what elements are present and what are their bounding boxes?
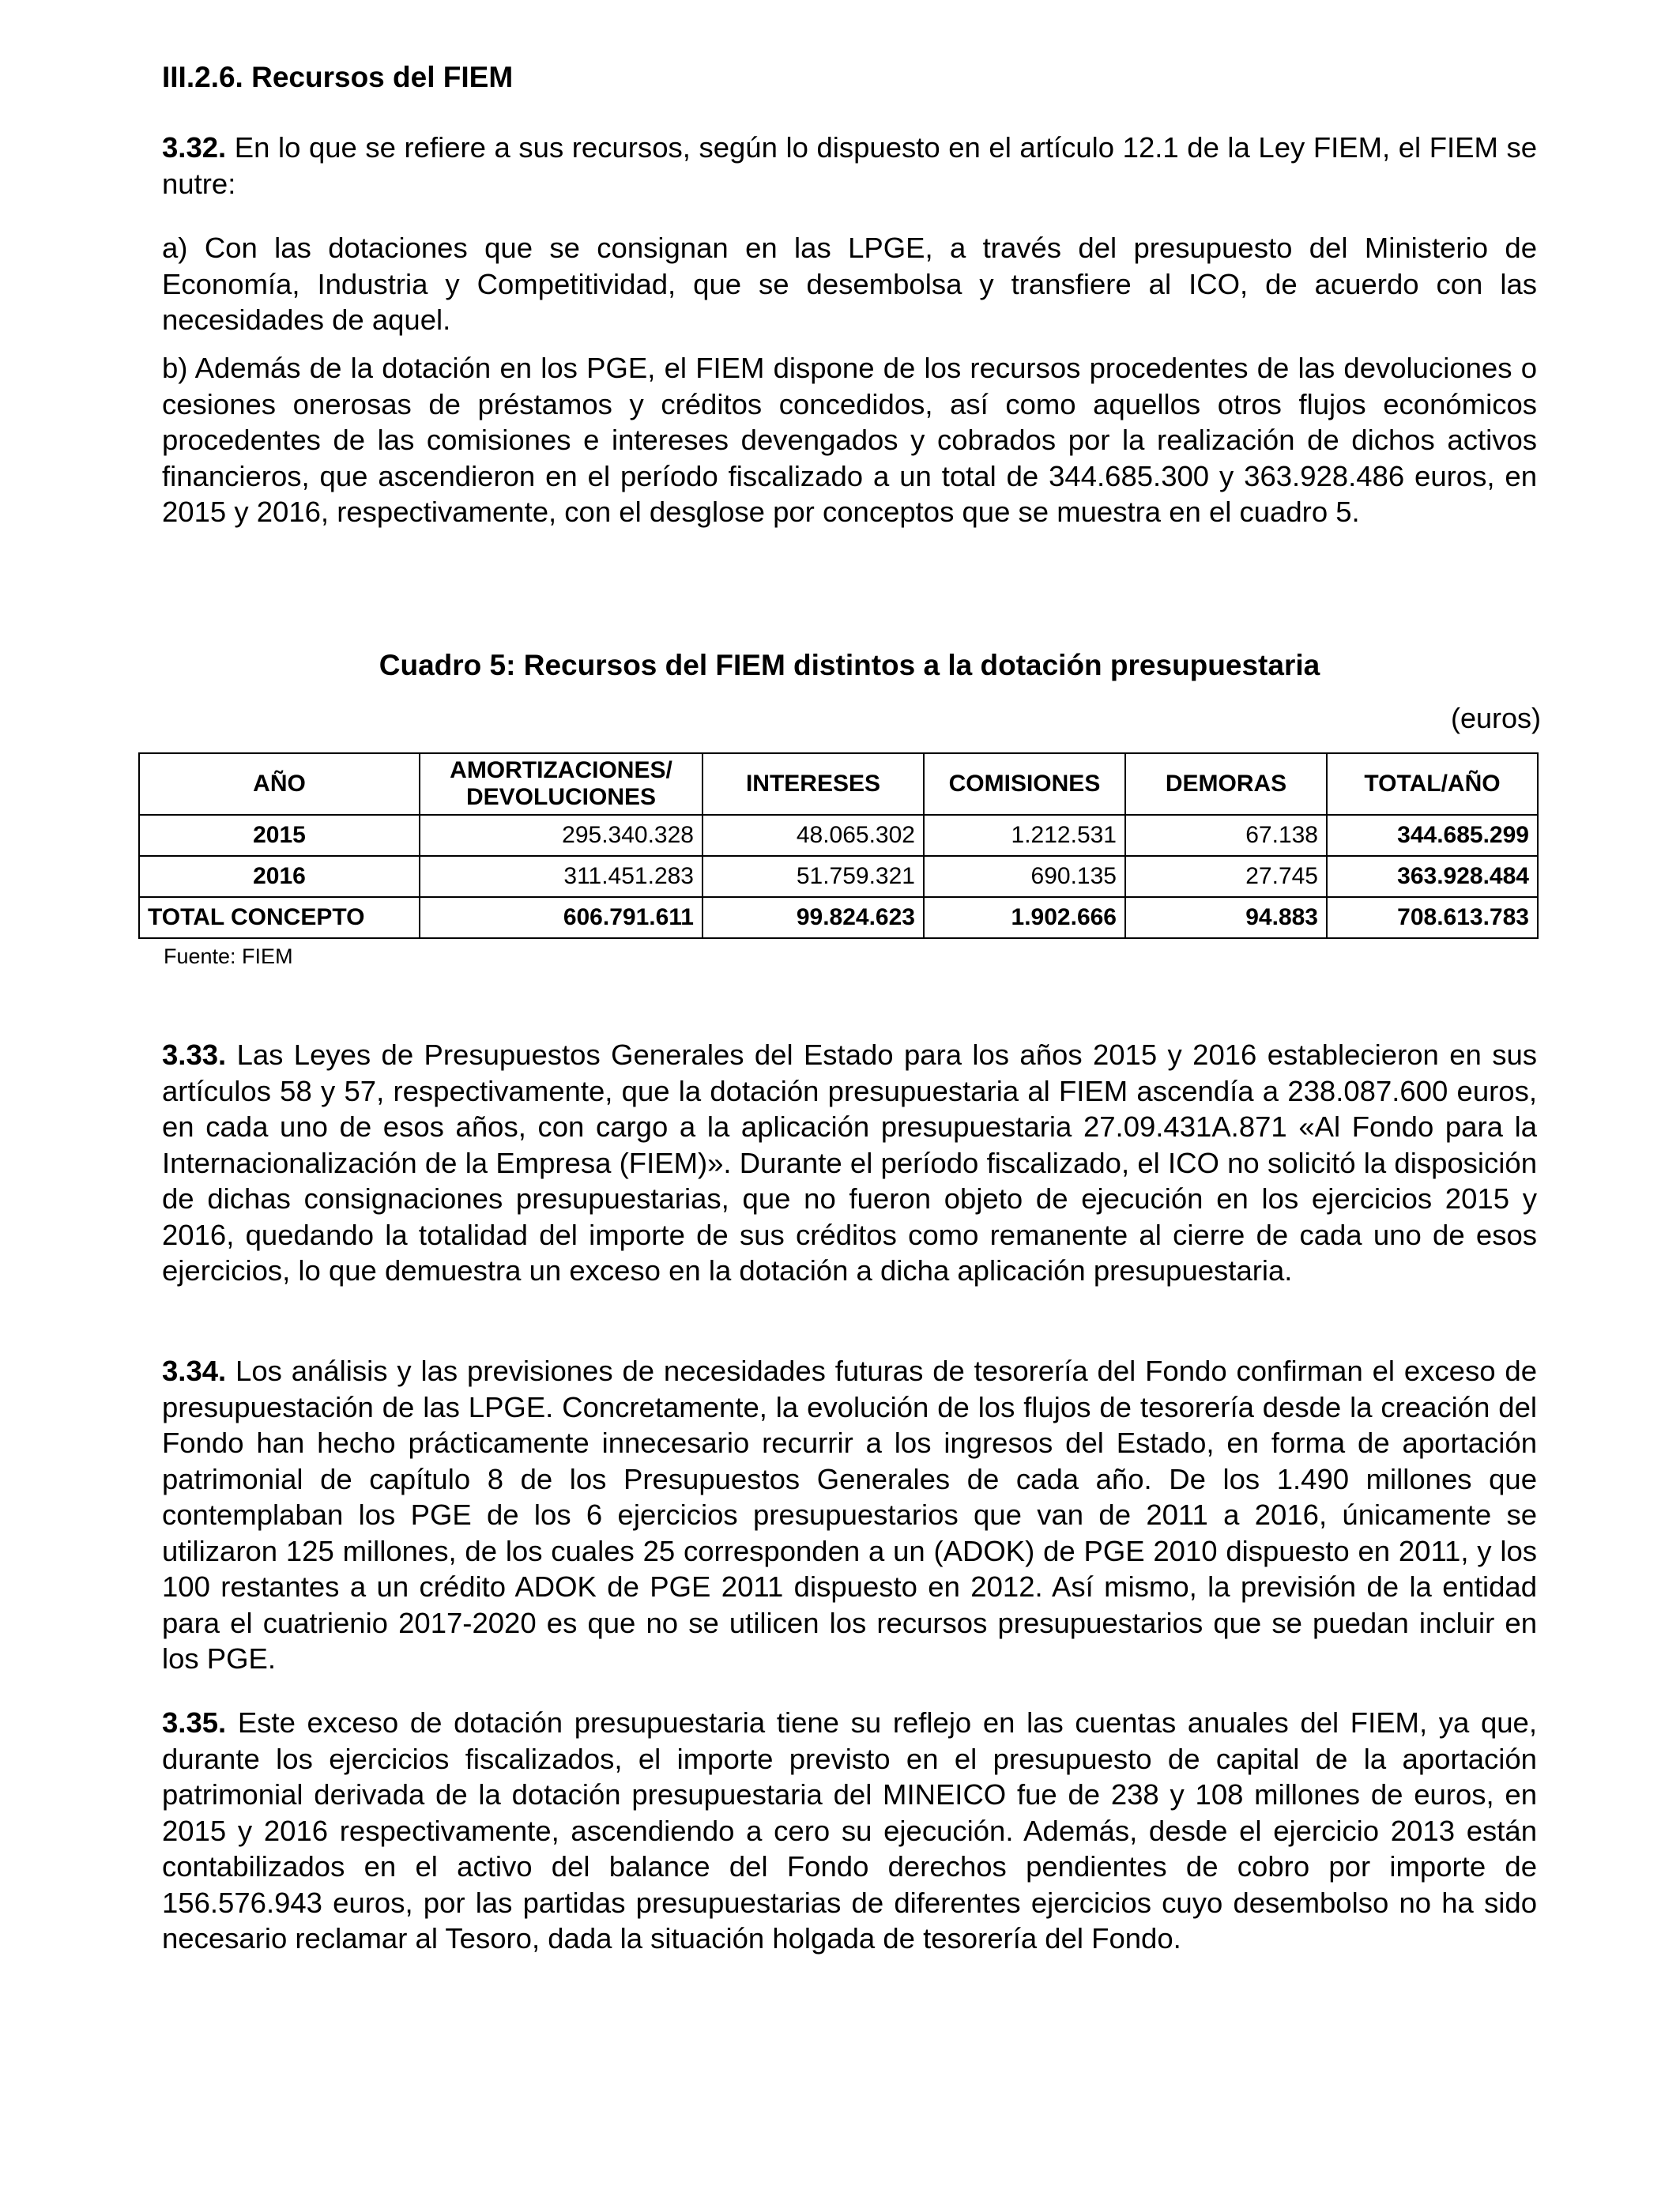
table-source: Fuente: FIEM bbox=[164, 944, 293, 968]
table-cell: 94.883 bbox=[1125, 897, 1327, 938]
paragraph-text: Los análisis y las previsiones de necesidades futuras de tesorería del Fondo confirman el exceso de presupuestación de las LPGE. Concretamente, la evolución de los flujos de tesorería desde la creación del Fondo han hecho prácticamente innecesario recurrir a los ingresos del Estado, en forma de aportación patrimonial de capítulo 8 de los Presupuestos Generales de cada año. De los 1.490 millones que contemplaban los PGE de los 6 ejercicios presupuestarios que van de 2011 a 2016, únicamente se utilizaron 125 millones, de los cuales 25 corresponden a un (ADOK) de PGE 2010 dispuesto en 2011, y los 100 restantes a un crédito ADOK de PGE 2011 dispuesto en 2012. Así mismo, la previsión de la entidad para el cuatrienio 2017-2020 es que no se utilicen los recursos presupuestarios que se puedan incluir en los PGE. bbox=[162, 1355, 1537, 1675]
table-total-row bbox=[139, 897, 1538, 938]
table-header-row bbox=[139, 753, 1538, 815]
table-cell: 690.135 bbox=[924, 856, 1125, 897]
table-cell: 2016 bbox=[139, 856, 420, 897]
table-cell: 1.902.666 bbox=[924, 897, 1125, 938]
table-cell: 48.065.302 bbox=[703, 815, 924, 856]
paragraph-3-33 bbox=[162, 1037, 1537, 1289]
table-cell: 1.212.531 bbox=[924, 815, 1125, 856]
list-item-b: b) Además de la dotación en los PGE, el FIEM dispone de los recursos procedentes de las devoluciones o cesiones onerosas de préstamos y créditos concedidos, así como aquellos otros flujos económicos procedentes de las comisiones e intereses devengados y cobrados por la realización de dichos activos financieros, que ascendieron en el período fiscalizado a un total de 344.685.300 y 363.928.486 euros, en 2015 y 2016, respectivamente, con el desglose por conceptos que se muestra en el cuadro 5. bbox=[162, 352, 1537, 528]
table-cell: 51.759.321 bbox=[703, 856, 924, 897]
table-cell: 344.685.299 bbox=[1327, 815, 1538, 856]
paragraph-number: 3.35. bbox=[162, 1706, 227, 1739]
column-header: AMORTIZACIONES/ DEVOLUCIONES bbox=[420, 753, 703, 815]
paragraph-text: En lo que se refiere a sus recursos, según lo dispuesto en el artículo 12.1 de la Ley FIEM, el FIEM se nutre: bbox=[162, 131, 1537, 200]
table-caption: Cuadro 5: Recursos del FIEM distintos a la dotación presupuestaria bbox=[379, 649, 1320, 681]
section-heading: III.2.6. Recursos del FIEM bbox=[162, 61, 514, 93]
column-header: COMISIONES bbox=[924, 753, 1125, 815]
table-row bbox=[139, 856, 1538, 897]
column-header: DEMORAS bbox=[1125, 753, 1327, 815]
table-cell: 67.138 bbox=[1125, 815, 1327, 856]
paragraph-number: 3.32. bbox=[162, 131, 227, 164]
table-cell: 311.451.283 bbox=[420, 856, 703, 897]
table-cell: 99.824.623 bbox=[703, 897, 924, 938]
table-cell: 363.928.484 bbox=[1327, 856, 1538, 897]
table-cell: TOTAL CONCEPTO bbox=[139, 897, 420, 938]
paragraph-text: Este exceso de dotación presupuestaria tiene su reflejo en las cuentas anuales del FIEM, ya que, durante los ejercicios fiscalizados, el importe previsto en el presupuesto de capital de la aportación patrimonial derivada de la dotación presupuestaria del MINEICO fue de 238 y 108 millones de euros, en 2015 y 2016 respectivamente, ascendiendo a cero su ejecución. Además, desde el ejercicio 2013 están contabilizados en el activo del balance del Fondo derechos pendientes de cobro por importe de 156.576.943 euros, por las partidas presupuestarias de diferentes ejercicios cuyo desembolso no ha sido necesario reclamar al Tesoro, dada la situación holgada de tesorería del Fondo. bbox=[162, 1706, 1537, 1955]
table-row bbox=[139, 815, 1538, 856]
table-cell: 606.791.611 bbox=[420, 897, 703, 938]
paragraph-3-35 bbox=[162, 1705, 1537, 1957]
column-header: TOTAL/AÑO bbox=[1327, 753, 1538, 815]
table-cell: 2015 bbox=[139, 815, 420, 856]
paragraph-number: 3.34. bbox=[162, 1355, 227, 1387]
column-header: INTERESES bbox=[703, 753, 924, 815]
resources-table bbox=[138, 752, 1539, 939]
column-header: AÑO bbox=[139, 753, 420, 815]
paragraph-number: 3.33. bbox=[162, 1039, 227, 1071]
table-cell: 295.340.328 bbox=[420, 815, 703, 856]
table-cell: 27.745 bbox=[1125, 856, 1327, 897]
paragraph-text: Las Leyes de Presupuestos Generales del Estado para los años 2015 y 2016 establecieron en sus artículos 58 y 57, respectivamente, que la dotación presupuestaria al FIEM ascendía a 238.087.600 euros, en cada uno de esos años, con cargo a la aplicación presupuestaria 27.09.431A.871 «Al Fondo para la Internacionalización de la Empresa (FIEM)». Durante el período fiscalizado, el ICO no solicitó la disposición de dichas consignaciones presupuestarias, que no fueron objeto de ejecución en los ejercicios 2015 y 2016, quedando la totalidad del importe de sus créditos como remanente al cierre de cada uno de esos ejercicios, lo que demuestra un exceso en la dotación a dicha aplicación presupuestaria. bbox=[162, 1039, 1537, 1287]
paragraph-3-32 bbox=[162, 130, 1537, 202]
list-item-a: a) Con las dotaciones que se consignan en las LPGE, a través del presupuesto del Ministerio de Economía, Industria y Competitividad, que se desembolsa y transfiere al ICO, de acuerdo con las necesidades de aquel. bbox=[162, 232, 1537, 336]
table-cell: 708.613.783 bbox=[1327, 897, 1538, 938]
paragraph-3-34 bbox=[162, 1353, 1537, 1677]
table-units: (euros) bbox=[1450, 702, 1541, 734]
